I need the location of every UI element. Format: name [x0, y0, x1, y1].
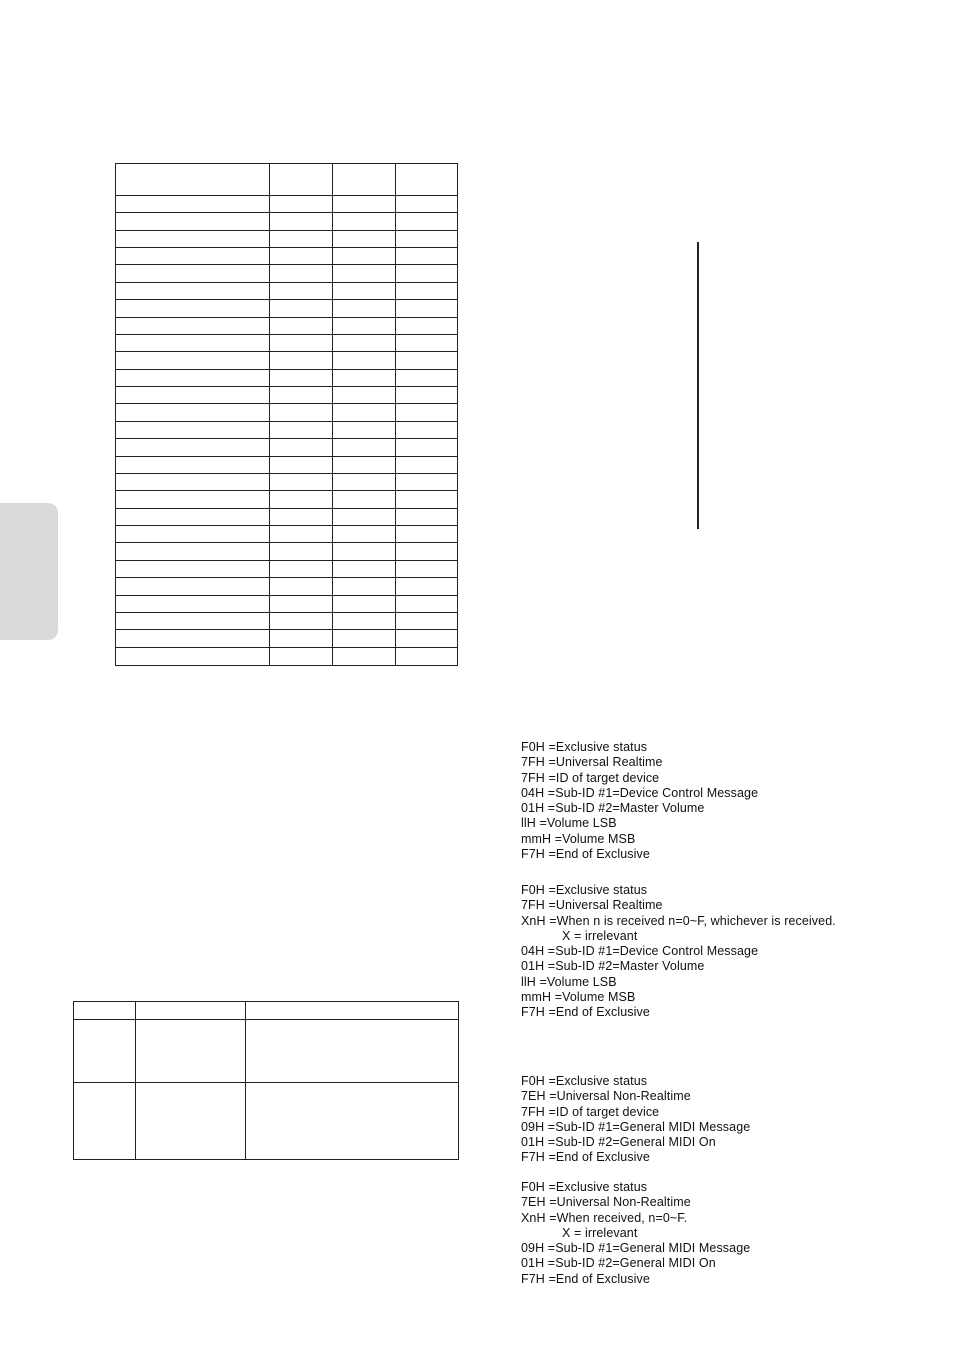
table-cell [333, 491, 396, 508]
message-line: mmH =Volume MSB [521, 990, 636, 1005]
gm-on-received-block [521, 1180, 901, 1287]
table-cell [333, 422, 396, 439]
table-cell [136, 1002, 246, 1020]
table-cell [396, 265, 457, 282]
table-cell [270, 352, 333, 369]
table-cell [396, 457, 457, 474]
table-cell [270, 387, 333, 404]
table-cell [333, 387, 396, 404]
message-line: 01H =Sub-ID #2=Master Volume [521, 959, 705, 974]
message-line: 7EH =Universal Non-Realtime [521, 1195, 691, 1210]
table-cell [116, 318, 270, 335]
table-cell [396, 300, 457, 317]
table-cell [74, 1020, 136, 1083]
table-cell [270, 648, 333, 665]
table-cell [333, 370, 396, 387]
table-cell [270, 613, 333, 630]
table-cell [396, 613, 457, 630]
table-cell [333, 196, 396, 213]
message-line: F7H =End of Exclusive [521, 1005, 650, 1020]
table-cell [333, 543, 396, 560]
table-cell [396, 596, 457, 613]
table-cell [270, 300, 333, 317]
table-cell [74, 1002, 136, 1020]
table-cell [116, 300, 270, 317]
table-cell [116, 370, 270, 387]
table-cell [333, 231, 396, 248]
gm-on-message-block [521, 1074, 901, 1166]
table-cell [116, 509, 270, 526]
table-cell [396, 196, 457, 213]
message-line: 04H =Sub-ID #1=Device Control Message [521, 944, 759, 959]
table-cell [116, 526, 270, 543]
table-cell [270, 213, 333, 230]
table-cell [333, 630, 396, 647]
message-line: X = irrelevant [562, 928, 638, 943]
master-volume-received-block [521, 883, 901, 1021]
table-cell [270, 561, 333, 578]
table-cell [396, 248, 457, 265]
message-line: mmH =Volume MSB [521, 831, 636, 846]
table-cell [270, 335, 333, 352]
table-cell [333, 474, 396, 491]
table-cell [246, 1002, 458, 1020]
table-cell [396, 231, 457, 248]
table-cell [333, 318, 396, 335]
table-cell [333, 439, 396, 456]
message-line: 04H =Sub-ID #1=Device Control Message [521, 785, 759, 800]
table-cell [333, 164, 396, 196]
table-cell [116, 352, 270, 369]
table-cell [116, 630, 270, 647]
message-line: XnH =When n is received n=0~F, whichever is received. [521, 913, 836, 928]
message-line: F0H =Exclusive status [521, 740, 648, 754]
table-cell [116, 404, 270, 421]
table-cell [116, 196, 270, 213]
table-cell [270, 526, 333, 543]
table-cell [396, 543, 457, 560]
message-line: 01H =Sub-ID #2=General MIDI On [521, 1135, 716, 1150]
table-cell [116, 474, 270, 491]
table-cell [270, 318, 333, 335]
table-cell [396, 352, 457, 369]
message-line: XnH =When received, n=0~F. [521, 1210, 688, 1225]
table-cell [116, 265, 270, 282]
table-cell [333, 248, 396, 265]
table-cell [396, 578, 457, 595]
message-line: 7FH =Universal Realtime [521, 898, 663, 913]
table-cell [116, 164, 270, 196]
table-cell [333, 404, 396, 421]
table-cell [270, 491, 333, 508]
table-cell [270, 370, 333, 387]
message-line: F0H =Exclusive status [521, 1074, 648, 1088]
message-line: F7H =End of Exclusive [521, 1271, 650, 1286]
table-cell [270, 231, 333, 248]
table-cell [270, 630, 333, 647]
table-cell [270, 578, 333, 595]
table-cell [396, 491, 457, 508]
table-cell [74, 1083, 136, 1159]
message-line: F0H =Exclusive status [521, 1180, 648, 1194]
table-cell [396, 404, 457, 421]
message-line: 7EH =Universal Non-Realtime [521, 1089, 691, 1104]
table-cell [116, 422, 270, 439]
message-line: 09H =Sub-ID #1=General MIDI Message [521, 1241, 751, 1256]
table-cell [396, 335, 457, 352]
table-cell [136, 1083, 246, 1159]
table-cell [270, 404, 333, 421]
message-line: X = irrelevant [562, 1225, 638, 1240]
table-cell [270, 164, 333, 196]
table-cell [333, 283, 396, 300]
table-cell [396, 561, 457, 578]
table-cell [396, 439, 457, 456]
table-cell [333, 213, 396, 230]
table-cell [396, 630, 457, 647]
message-line: 01H =Sub-ID #2=General MIDI On [521, 1256, 716, 1271]
message-line: 01H =Sub-ID #2=Master Volume [521, 801, 705, 816]
message-line: 7FH =ID of target device [521, 1104, 660, 1119]
table-cell [270, 265, 333, 282]
table-cell [270, 248, 333, 265]
table-cell [333, 526, 396, 543]
table-cell [333, 578, 396, 595]
table-cell [270, 474, 333, 491]
table-cell [333, 265, 396, 282]
table-cell [116, 231, 270, 248]
table-cell [116, 491, 270, 508]
message-line: 7FH =Universal Realtime [521, 755, 663, 770]
parameter-table [115, 163, 458, 666]
table-cell [333, 457, 396, 474]
table-cell [396, 648, 457, 665]
vertical-divider [697, 242, 699, 529]
table-cell [116, 248, 270, 265]
table-cell [333, 335, 396, 352]
table-cell [333, 596, 396, 613]
table-cell [333, 613, 396, 630]
section-side-tab [0, 503, 58, 640]
table-cell [396, 318, 457, 335]
table-cell [116, 439, 270, 456]
table-cell [116, 283, 270, 300]
table-cell [116, 213, 270, 230]
table-cell [136, 1020, 246, 1083]
table-cell [270, 283, 333, 300]
table-cell [270, 439, 333, 456]
table-cell [396, 164, 457, 196]
table-cell [396, 509, 457, 526]
table-cell [270, 196, 333, 213]
master-volume-message-block [521, 740, 901, 862]
table-cell [333, 352, 396, 369]
message-line: llH =Volume LSB [521, 974, 617, 989]
table-cell [270, 457, 333, 474]
table-cell [246, 1020, 458, 1083]
message-table [73, 1001, 459, 1160]
table-cell [116, 613, 270, 630]
table-cell [116, 335, 270, 352]
message-line: F7H =End of Exclusive [521, 1150, 650, 1165]
table-cell [116, 387, 270, 404]
table-cell [270, 543, 333, 560]
message-line: F0H =Exclusive status [521, 883, 648, 897]
table-cell [116, 543, 270, 560]
table-cell [246, 1083, 458, 1159]
message-line: 7FH =ID of target device [521, 770, 660, 785]
table-cell [396, 474, 457, 491]
message-line: F7H =End of Exclusive [521, 847, 650, 862]
table-cell [333, 561, 396, 578]
table-cell [396, 387, 457, 404]
table-cell [333, 300, 396, 317]
message-line: llH =Volume LSB [521, 816, 617, 831]
table-cell [396, 283, 457, 300]
table-cell [270, 509, 333, 526]
table-cell [270, 596, 333, 613]
table-cell [116, 648, 270, 665]
table-cell [116, 596, 270, 613]
table-cell [116, 561, 270, 578]
table-cell [270, 422, 333, 439]
message-line: 09H =Sub-ID #1=General MIDI Message [521, 1119, 751, 1134]
table-cell [333, 648, 396, 665]
table-cell [396, 370, 457, 387]
table-cell [396, 422, 457, 439]
table-cell [396, 526, 457, 543]
table-cell [116, 457, 270, 474]
table-cell [333, 509, 396, 526]
table-cell [116, 578, 270, 595]
table-cell [396, 213, 457, 230]
